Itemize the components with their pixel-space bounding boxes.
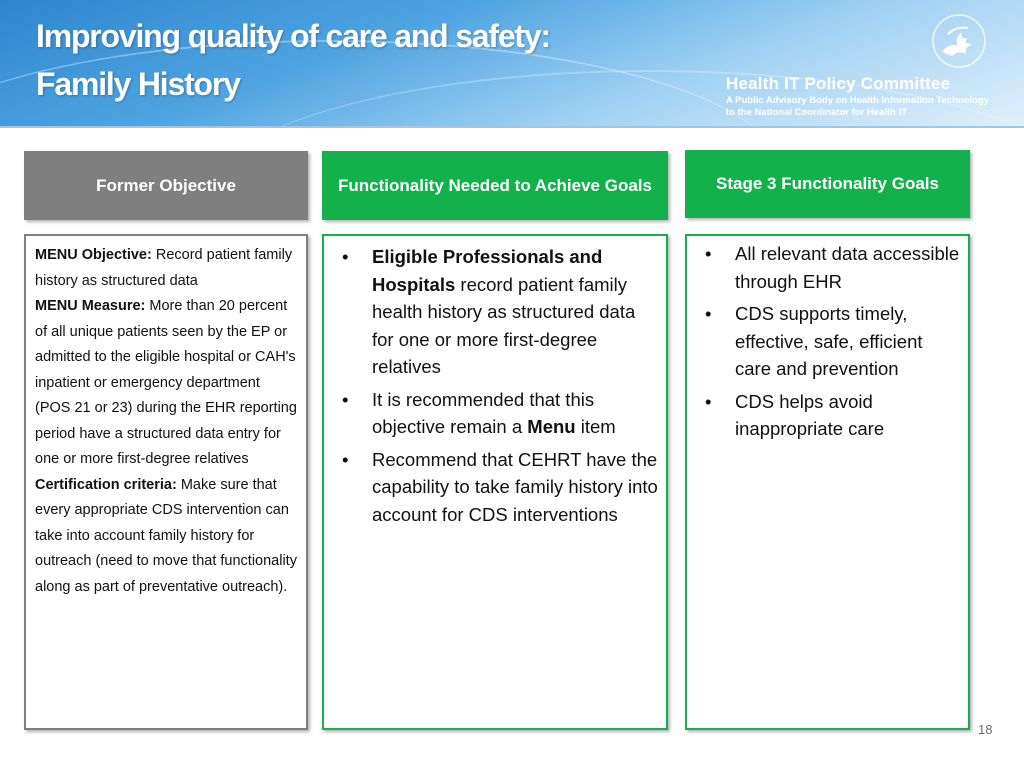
former-objective-panel bbox=[24, 234, 308, 730]
list-item: • All relevant data accessible through EHR bbox=[697, 240, 960, 295]
list-item-text: Recommend that CEHRT have the capability to take family history into account for CDS interventions bbox=[372, 448, 658, 525]
banner-divider bbox=[0, 126, 1024, 128]
logo-tagline-line2: to the National Coordinator for Health IT bbox=[726, 107, 908, 118]
stage3-goals-list bbox=[697, 240, 960, 443]
former-objective-text bbox=[35, 243, 298, 600]
functionality-needed-list bbox=[334, 243, 658, 528]
hhs-eagle-icon bbox=[928, 12, 990, 70]
former-objective-header: Former Objective bbox=[24, 151, 308, 220]
list-item bbox=[334, 386, 658, 441]
list-item-bold: Menu bbox=[527, 416, 576, 437]
list-item bbox=[334, 446, 658, 529]
list-item-bold: Eligible Professionals and Hospitals bbox=[372, 246, 603, 295]
menu-objective-text: Record patient family history as structured data bbox=[35, 247, 293, 289]
slide-title bbox=[36, 12, 550, 108]
title-banner bbox=[0, 0, 1024, 126]
menu-objective-label: MENU Objective: bbox=[35, 247, 152, 263]
list-item bbox=[334, 243, 658, 381]
slide-title-line2: Family History bbox=[36, 66, 240, 102]
functionality-needed-panel bbox=[322, 234, 668, 730]
stage3-goals-header: Stage 3 Functionality Goals bbox=[685, 150, 970, 218]
functionality-needed-header: Functionality Needed to Achieve Goals bbox=[322, 151, 668, 220]
list-item-text: record patient family health history as structured data for one or more first-degree relatives bbox=[372, 273, 636, 377]
menu-measure-label: MENU Measure: bbox=[35, 298, 146, 314]
page-number: 18 bbox=[978, 722, 993, 737]
certification-criteria-label: Certification criteria: bbox=[35, 476, 177, 493]
list-item: • CDS supports timely, effective, safe, efficient care and prevention bbox=[697, 300, 960, 383]
list-item-text: It is recommended that this objective remain a bbox=[372, 388, 595, 437]
list-item: • CDS helps avoid inappropriate care bbox=[697, 388, 960, 443]
slide-title-line1: Improving quality of care and safety: bbox=[36, 18, 550, 54]
list-item-text: item bbox=[575, 416, 616, 437]
logo-tagline-line1: A Public Advisory Body on Health Information Technology bbox=[726, 95, 990, 106]
stage3-goals-panel bbox=[685, 234, 970, 730]
logo-tagline bbox=[726, 95, 989, 119]
logo-name: Health IT Policy Committee bbox=[726, 74, 951, 93]
certification-criteria-text: Make sure that every appropriate CDS intervention can take into account family history for outreach (need to move that functionality along as part of preventative outreach). bbox=[35, 476, 297, 595]
menu-measure-text: More than 20 percent of all unique patients seen by the EP or admitted to the eligible hospital or CAH's inpatient or emergency department (POS 21 or 23) during the EHR reporting period have a structured data entry for one or more first-degree relatives bbox=[35, 298, 297, 467]
